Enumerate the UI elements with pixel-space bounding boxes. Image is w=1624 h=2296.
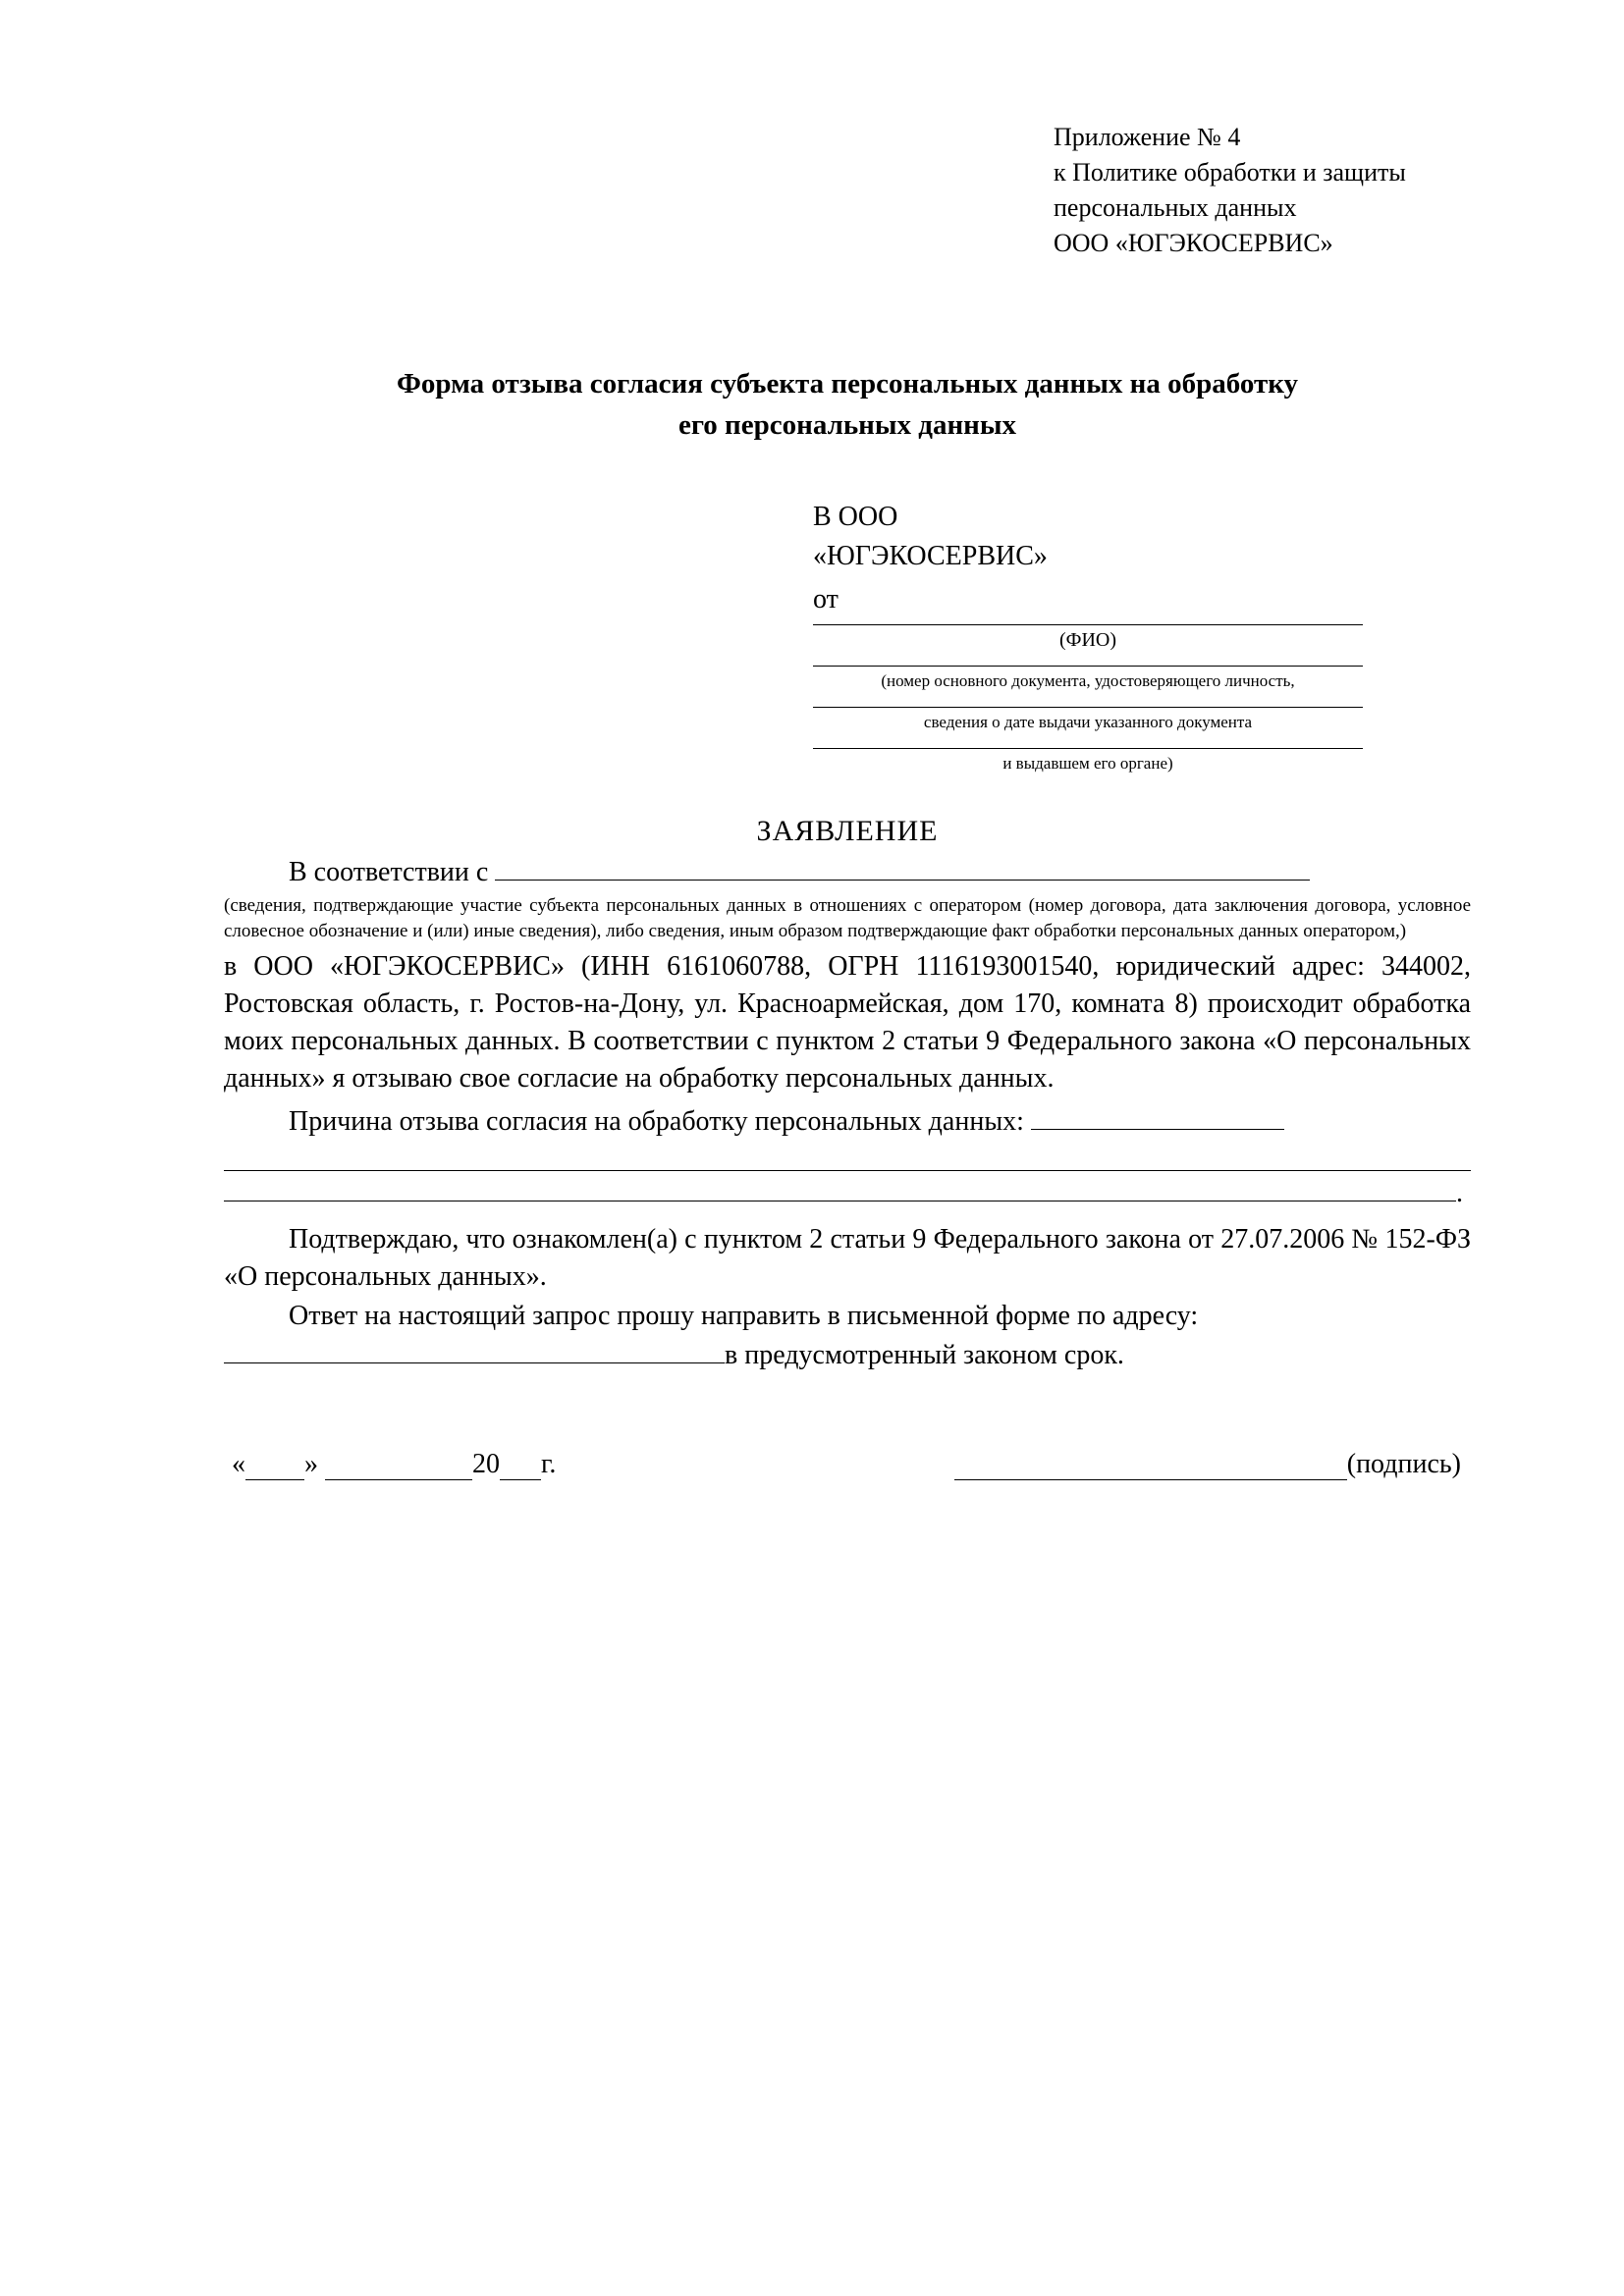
reason-field-1[interactable] [1031,1103,1284,1130]
document-number-caption: (номер основного документа, удостоверяющего личность, [881,671,1295,690]
addressee-from: от [813,584,839,614]
date-year: 20 [472,1449,500,1479]
reason-period: . [1456,1178,1463,1208]
document-number-field-rule[interactable] [813,666,1363,667]
document-issuer-field-rule[interactable] [813,748,1363,749]
date-close-quote: » [304,1449,318,1479]
appendix-header [1054,120,1471,261]
statement-intro-label: В соответствии с [289,857,489,887]
addressee-to: В ООО [813,502,898,532]
page-title-line-2: его персональных данных [677,409,1017,441]
answer-address-field[interactable] [224,1337,725,1363]
fio-field-rule[interactable] [813,624,1363,625]
signature-field-group[interactable] [954,1449,1461,1480]
statement-note [224,893,1471,944]
confirm-paragraph: Подтверждаю, что ознакомлен(а) с пунктом 2 статьи 9 Федерального закона от 27.07.2006 № 152-ФЗ «О персональных данных». [224,1224,1471,1292]
reason-row [224,1103,1471,1141]
date-open-quote: « [232,1449,245,1479]
date-suffix: г. [541,1449,557,1479]
statement-heading: ЗАЯВЛЕНИЕ [756,815,939,847]
page-title-line-1: Форма отзыва согласия субъекта персональных данных на обработку [396,368,1298,400]
appendix-line-3: персональных данных [1054,193,1297,222]
statement-main-paragraph: в ООО «ЮГЭКОСЕРВИС» (ИНН 6161060788, ОГРН 1116193001540, юридический адрес: 344002, Ростовская область, г. Ростов-на-Дону, ул. Красноармейская, дом 170, комната 8) происходит обработка моих персональных данных. В соответствии с пунктом 2 статьи 9 Федерального закона «О персональных данных» я отзываю свое согласие на обработку персональных данных. [224,951,1471,1094]
date-day-field[interactable] [245,1458,304,1480]
statement-note-text: (сведения, подтверждающие участие субъекта персональных данных в отношениях с оператором (номер договора, дата заключения договора, условное словесное обозначение и (или) иные сведения), либо сведения, иным образом подтверждающие факт обработки персональных данных оператором,) [224,895,1471,941]
date-year-field[interactable] [500,1458,541,1480]
date-month-field[interactable] [325,1458,472,1480]
fio-caption: (ФИО) [1058,629,1116,651]
document-content [224,0,1471,1480]
document-date-field-rule[interactable] [813,707,1363,708]
reason-label: Причина отзыва согласия на обработку персональных данных: [289,1106,1024,1137]
addressee-block [813,499,1363,775]
date-field-group[interactable] [232,1449,556,1480]
answer-address-row [224,1337,1471,1374]
signature-row [224,1449,1471,1480]
appendix-line-1: Приложение № 4 [1054,123,1241,151]
reason-field-3-row [224,1171,1471,1209]
signature-caption: (подпись) [1346,1449,1461,1479]
page-title [224,363,1471,446]
appendix-line-2: к Политике обработки и защиты [1054,158,1406,187]
statement-intro-row [224,854,1471,891]
addressee-org: «ЮГЭКОСЕРВИС» [813,541,1048,571]
document-date-caption: сведения о дате выдачи указанного документа [923,713,1253,731]
document-issuer-caption: и выдавшем его органе) [1002,754,1173,773]
appendix-line-4: ООО «ЮГЭКОСЕРВИС» [1054,229,1333,257]
statement-intro-field[interactable] [495,854,1310,881]
answer-paragraph-end: в предусмотренный законом срок. [725,1340,1124,1370]
signature-field[interactable] [954,1456,1347,1480]
answer-paragraph: Ответ на настоящий запрос прошу направить в письменной форме по адресу: [289,1301,1199,1331]
